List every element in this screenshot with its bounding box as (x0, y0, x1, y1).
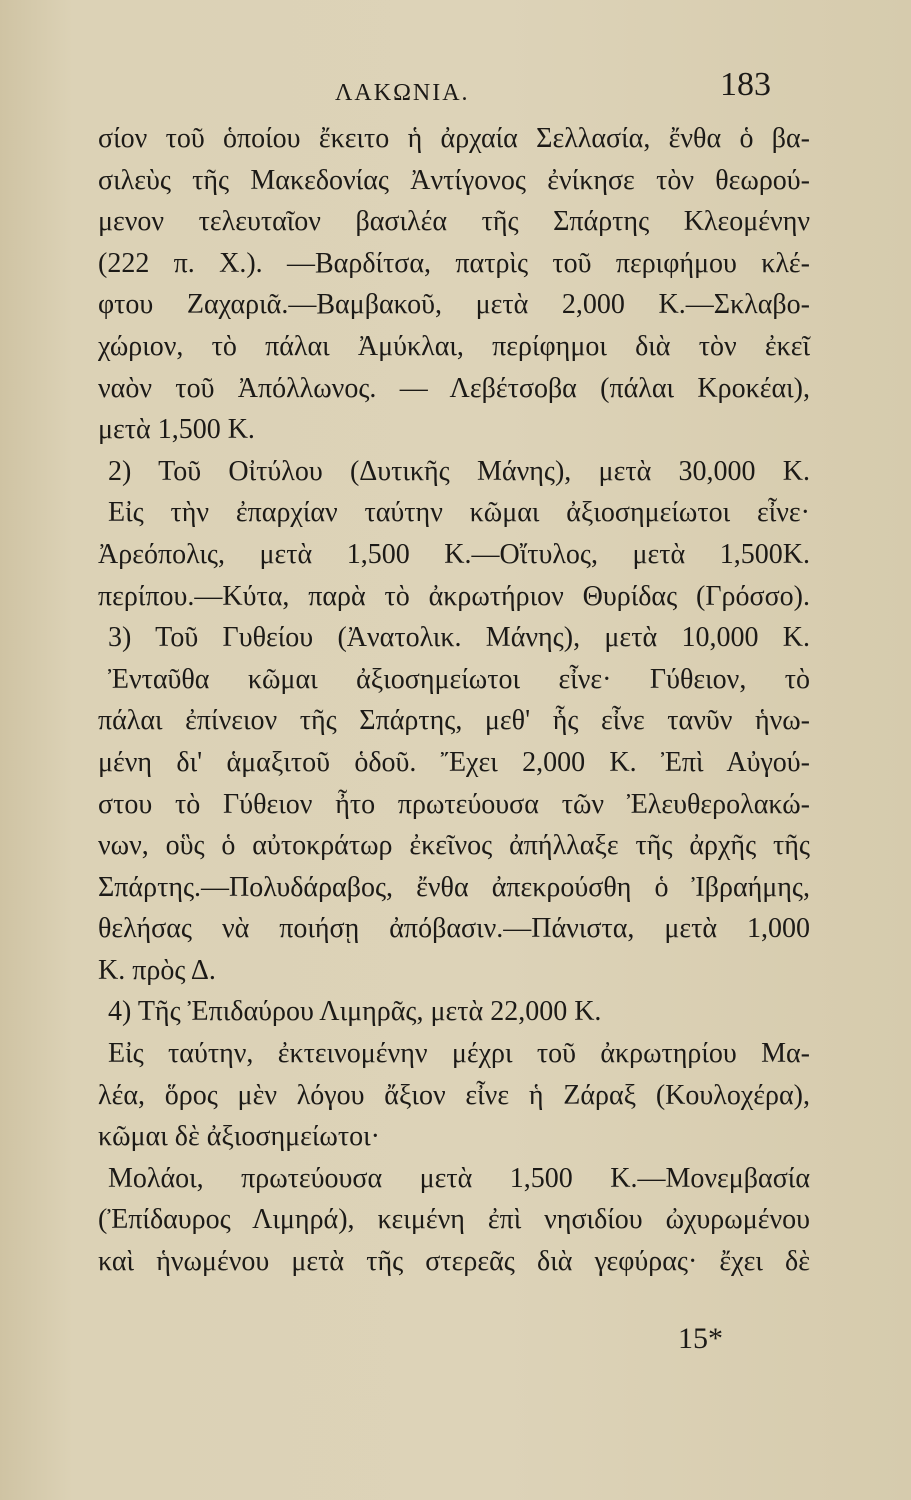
text-line: Σπάρτης.—Πολυδάραβος, ἔνθα ἀπεκρούσθη ὁ Ἰβραήμης, (98, 871, 810, 903)
text-line: φτου Ζαχαριᾶ.—Βαμβακοῦ, μετὰ 2,000 Κ.—Σκλαβο- (98, 289, 810, 321)
text-line: Ἀρεόπολις, μετὰ 1,500 Κ.—Οἴτυλος, μετὰ 1,500Κ. (98, 538, 810, 570)
section-heading-line: 2) Τοῦ Οἰτύλου (Δυτικῆς Μάνης), μετὰ 30,000 Κ. (108, 455, 810, 487)
running-head: ΛΑΚΩΝΙΑ. (335, 80, 470, 106)
text-line: πάλαι ἐπίνειον τῆς Σπάρτης, μεθ' ἧς εἶνε τανῦν ἡνω- (98, 705, 810, 737)
text-line: νων, οὓς ὁ αὐτοκράτωρ ἐκεῖνος ἀπήλλαξε τῆς ἀρχῆς τῆς (98, 830, 810, 862)
text-line: (222 π. Χ.). —Βαρδίτσα, πατρὶς τοῦ περιφήμου κλέ- (98, 247, 810, 279)
text-line: περίπου.—Κύτα, παρὰ τὸ ἀκρωτήριον Θυρίδας (Γρόσσο). (98, 580, 810, 612)
text-line: στου τὸ Γύθειον ἦτο πρωτεύουσα τῶν Ἐλευθερολακώ- (98, 788, 810, 820)
text-line: (Ἐπίδαυρος Λιμηρά), κειμένη ἐπὶ νησιδίου ὠχυρωμένου (98, 1204, 810, 1236)
text-line: μένη δι' ἁμαξιτοῦ ὁδοῦ. Ἔχει 2,000 Κ. Ἐπὶ Αὐγού- (98, 746, 810, 778)
signature-mark: 15* (678, 1322, 723, 1355)
page-header (0, 60, 911, 120)
text-line: Κ. πρὸς Δ. (98, 954, 216, 986)
body-text (98, 118, 810, 1283)
text-line: Ἐνταῦθα κῶμαι ἀξιοσημείωτοι εἶνε· Γύθειον, τὸ (108, 663, 810, 695)
text-line: θελήσας νὰ ποιήσῃ ἀπόβασιν.—Πάνιστα, μετὰ 1,000 (98, 913, 810, 945)
text-line: λέα, ὅρος μὲν λόγου ἄξιον εἶνε ἡ Ζάραξ (Κουλοχέρα), (98, 1079, 810, 1111)
text-line: Μολάοι, πρωτεύουσα μετὰ 1,500 Κ.—Μονεμβασία (108, 1162, 810, 1194)
text-line: μενον τελευταῖον βασιλέα τῆς Σπάρτης Κλεομένην (98, 206, 810, 238)
text-line: ναὸν τοῦ Ἀπόλλωνος. — Λεβέτσοβα (πάλαι Κροκέαι), (98, 372, 810, 404)
section-heading-line: 3) Τοῦ Γυθείου (Ἀνατολικ. Μάνης), μετὰ 10,000 Κ. (108, 622, 810, 654)
text-line: σιλεὺς τῆς Μακεδονίας Ἀντίγονος ἐνίκησε τὸν θεωρού- (98, 164, 810, 196)
text-line: κῶμαι δὲ ἀξιοσημείωτοι· (98, 1121, 380, 1153)
text-line: μετὰ 1,500 Κ. (98, 414, 255, 446)
text-line: χώριον, τὸ πάλαι Ἀμύκλαι, περίφημοι διὰ τὸν ἐκεῖ (98, 330, 810, 362)
page-number: 183 (720, 66, 771, 103)
section-heading-line: 4) Τῆς Ἐπιδαύρου Λιμηρᾶς, μετὰ 22,000 Κ. (108, 996, 602, 1028)
text-line: σίον τοῦ ὁποίου ἔκειτο ἡ ἀρχαία Σελλασία, ἔνθα ὁ βα- (98, 123, 810, 154)
text-line: Εἰς τὴν ἐπαρχίαν ταύτην κῶμαι ἀξιοσημείωτοι εἶνε· (108, 497, 810, 529)
text-line: Εἰς ταύτην, ἐκτεινομένην μέχρι τοῦ ἀκρωτηρίου Μα- (108, 1038, 810, 1070)
text-line: καὶ ἡνωμένου μετὰ τῆς στερεᾶς διὰ γεφύρας· ἔχει δὲ (98, 1246, 810, 1278)
